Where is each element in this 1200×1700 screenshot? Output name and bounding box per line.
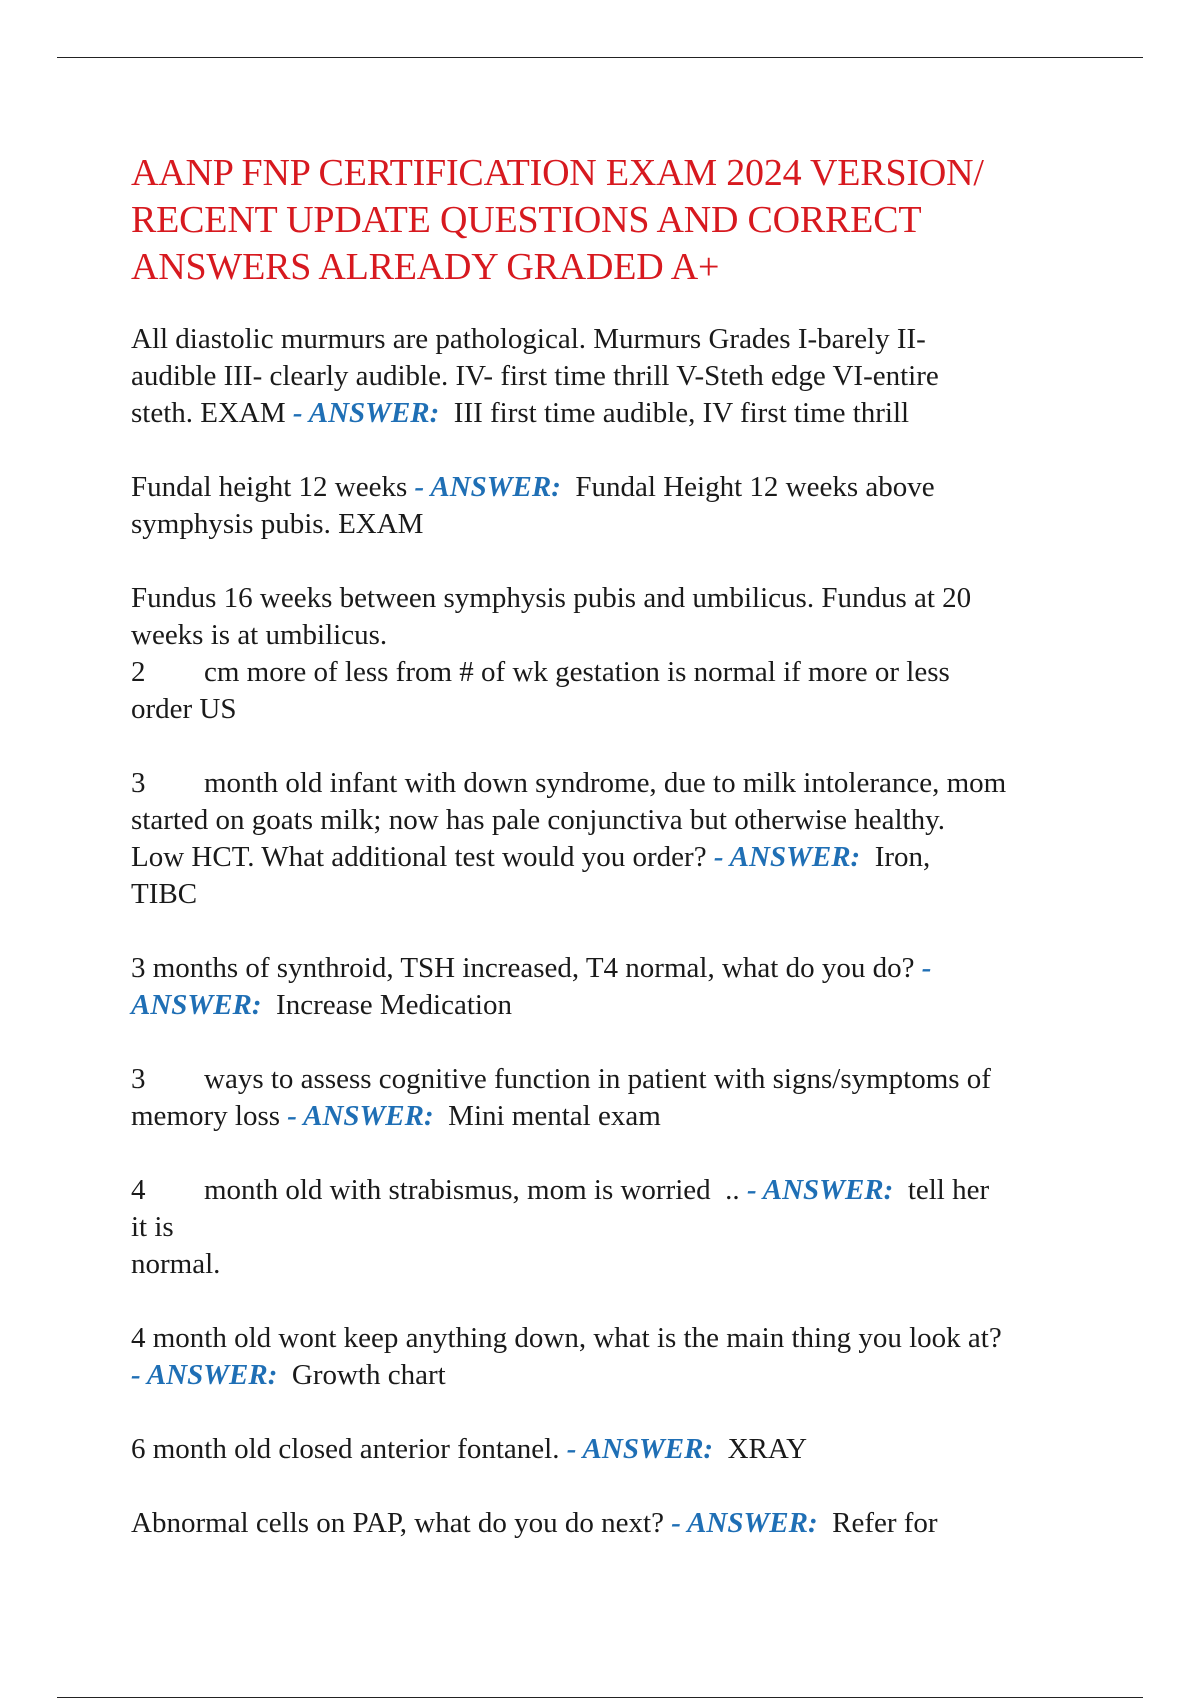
title-line: RECENT UPDATE QUESTIONS AND CORRECT	[131, 199, 922, 241]
answer-dash: -	[921, 952, 932, 984]
question-answer-line	[131, 1098, 1111, 1135]
answer-text: tell her	[907, 1174, 990, 1206]
answer-line	[131, 1357, 1111, 1394]
question-answer-line	[131, 1505, 1111, 1542]
answer-text: TIBC	[131, 878, 198, 910]
note-text: order US	[131, 693, 237, 725]
answer-text: Increase Medication	[276, 989, 512, 1021]
answer-text: it is	[131, 1211, 174, 1243]
answer-label: - ANSWER:	[671, 1507, 818, 1539]
answer-text: Growth chart	[291, 1359, 446, 1391]
question-text: Low HCT. What additional test would you order?	[131, 841, 714, 873]
question-text: steth. EXAM	[131, 397, 293, 429]
list-number: 3	[131, 767, 146, 799]
list-number: 2	[131, 656, 146, 688]
question-text: month old with strabismus, mom is worried ..	[204, 1174, 747, 1206]
question-text: audible III- clearly audible. IV- first time thrill V-Steth edge VI-entire	[131, 360, 939, 392]
title-line: AANP FNP CERTIFICATION EXAM 2024 VERSION/	[131, 152, 984, 194]
note-text: weeks is at umbilicus.	[131, 619, 388, 651]
question-text: started on goats milk; now has pale conjunctiva but otherwise healthy.	[131, 804, 945, 836]
bottom-rule	[57, 1697, 1143, 1698]
note-text: Fundus 16 weeks between symphysis pubis and umbilicus. Fundus at 20	[131, 582, 972, 614]
answer-text: Refer for	[832, 1507, 938, 1539]
answer-label: - ANSWER:	[713, 841, 861, 873]
answer-label: - ANSWER:	[131, 1359, 278, 1391]
document-body	[131, 150, 1111, 1579]
answer-text: symphysis pubis. EXAM	[131, 508, 424, 540]
question-text: memory loss	[131, 1100, 288, 1132]
question-text: ways to assess cognitive function in patient with signs/symptoms of	[204, 1063, 991, 1095]
qa-item	[131, 765, 1111, 913]
answer-text: XRAY	[727, 1433, 808, 1465]
qa-item	[131, 1320, 1111, 1394]
numbered-line	[131, 654, 1111, 691]
answer-text: Iron,	[874, 841, 931, 873]
question-text: Abnormal cells on PAP, what do you do next?	[131, 1507, 672, 1539]
answer-label: - ANSWER:	[566, 1433, 714, 1465]
answer-text: Mini mental exam	[448, 1100, 661, 1132]
answer-label: - ANSWER:	[414, 471, 561, 503]
qa-item	[131, 950, 1111, 1024]
answer-text: III first time audible, IV first time thrill	[453, 397, 910, 429]
qa-item	[131, 1172, 1111, 1283]
answer-text: normal.	[131, 1248, 221, 1280]
answer-text: Fundal Height 12 weeks above	[575, 471, 935, 503]
note-text: cm more of less from # of wk gestation is normal if more or less	[204, 656, 950, 688]
document-title	[131, 150, 1111, 291]
title-line: ANSWERS ALREADY GRADED A+	[131, 246, 720, 288]
answer-label: - ANSWER:	[746, 1174, 894, 1206]
question-text: All diastolic murmurs are pathological. Murmurs Grades I-barely II-	[131, 323, 926, 355]
qa-item	[131, 1505, 1111, 1542]
list-number: 3	[131, 1063, 146, 1095]
top-rule	[57, 57, 1143, 58]
answer-label: ANSWER:	[131, 989, 262, 1021]
question-text: Fundal height 12 weeks	[131, 471, 415, 503]
question-text: 3 months of synthroid, TSH increased, T4 normal, what do you do?	[131, 952, 922, 984]
numbered-line	[131, 765, 1111, 802]
question-answer-line	[131, 839, 1111, 876]
answer-line	[131, 987, 1111, 1024]
question-answer-line	[131, 469, 1111, 506]
qa-item	[131, 321, 1111, 432]
question-answer-line	[131, 395, 1111, 432]
question-text: 6 month old closed anterior fontanel.	[131, 1433, 567, 1465]
answer-label: - ANSWER:	[287, 1100, 434, 1132]
qa-item	[131, 1061, 1111, 1135]
qa-item	[131, 580, 1111, 728]
numbered-line	[131, 1172, 1111, 1209]
question-text: month old infant with down syndrome, due to milk intolerance, mom	[204, 767, 1007, 799]
answer-label: - ANSWER:	[292, 397, 440, 429]
question-answer-line	[131, 1431, 1111, 1468]
qa-item	[131, 469, 1111, 543]
numbered-line	[131, 1061, 1111, 1098]
question-text: 4 month old wont keep anything down, what is the main thing you look at?	[131, 1322, 1002, 1354]
qa-item	[131, 1431, 1111, 1468]
question-line	[131, 950, 1111, 987]
list-number: 4	[131, 1174, 146, 1206]
